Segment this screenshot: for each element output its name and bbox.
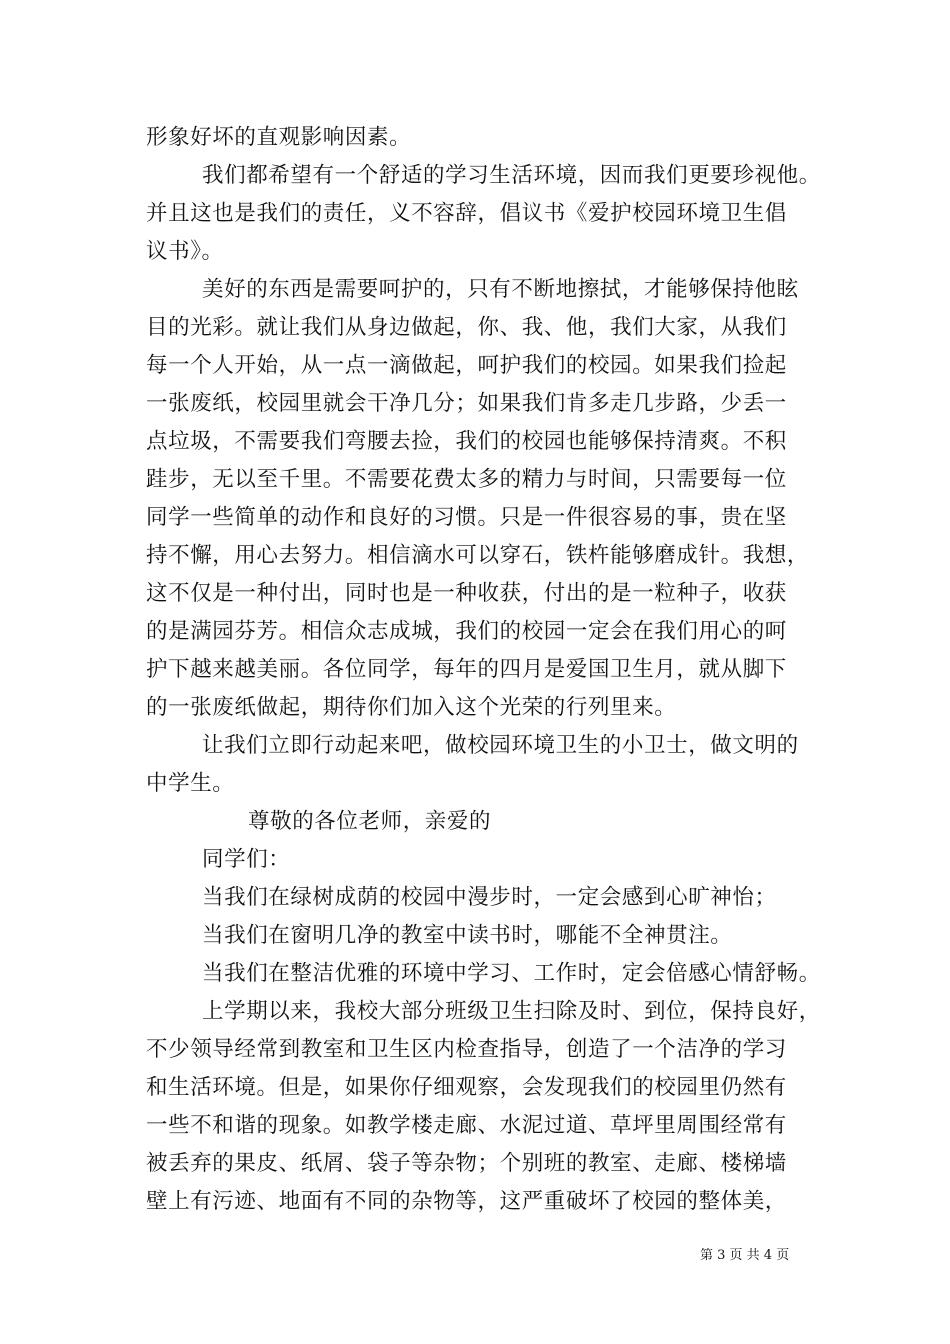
salutation-line: 同学们： [202, 847, 291, 872]
text-line: 跬步，无以至千里。不需要花费太多的精力与时间，只需要每一位 [146, 467, 787, 492]
text-line: 形象好坏的直观影响因素。 [146, 125, 412, 150]
text-line: 这不仅是一种付出，同时也是一种收获，付出的是一粒种子，收获 [146, 581, 787, 606]
text-line: 的是满园芬芳。相信众志成城，我们的校园一定会在我们用心的呵 [146, 619, 787, 644]
text-line: 一些不和谐的现象。如教学楼走廊、水泥过道、草坪里周围经常有 [146, 1113, 787, 1138]
text-line: 当我们在整洁优雅的环境中学习、工作时，定会倍感心情舒畅。 [202, 961, 821, 986]
text-line: 议书》。 [146, 239, 224, 264]
body-text [146, 119, 826, 1221]
text-line: 上学期以来，我校大部分班级卫生扫除及时、到位，保持良好， [202, 999, 821, 1024]
text-line: 护下越来越美丽。各位同学，每年的四月是爱国卫生月，就从脚下 [146, 657, 787, 682]
text-line: 同学一些简单的动作和良好的习惯。只是一件很容易的事，贵在坚 [146, 505, 787, 530]
text-line: 点垃圾，不需要我们弯腰去捡，我们的校园也能够保持清爽。不积 [146, 429, 787, 454]
text-line: 每一个人开始，从一点一滴做起，呵护我们的校园。如果我们捡起 [146, 353, 787, 378]
text-line: 让我们立即行动起来吧，做校园环境卫生的小卫士，做文明的 [202, 733, 799, 758]
text-line: 不少领导经常到教室和卫生区内检查指导，创造了一个洁净的学习 [146, 1037, 787, 1062]
text-line: 当我们在绿树成荫的校园中漫步时，一定会感到心旷神怡； [202, 885, 777, 910]
text-line: 和生活环境。但是，如果你仔细观察，会发现我们的校园里仍然有 [146, 1075, 787, 1100]
text-line: 持不懈，用心去努力。相信滴水可以穿石，铁杵能够磨成针。我想， [146, 543, 810, 568]
text-line: 当我们在窗明几净的教室中读书时，哪能不全神贯注。 [202, 923, 733, 948]
salutation-line: 尊敬的各位老师，亲爱的 [248, 809, 492, 834]
text-line: 并且这也是我们的责任，义不容辞，倡议书《爱护校园环境卫生倡 [146, 201, 787, 226]
text-line: 被丢弃的果皮、纸屑、袋子等杂物；个别班的教室、走廊、楼梯墙 [146, 1151, 787, 1176]
text-line: 壁上有污迹、地面有不同的杂物等，这严重破坏了校园的整体美， [146, 1189, 787, 1214]
text-line: 中学生。 [146, 771, 235, 796]
text-line: 美好的东西是需要呵护的，只有不断地擦拭，才能够保持他眩 [202, 277, 799, 302]
text-line: 我们都希望有一个舒适的学习生活环境，因而我们更要珍视他。 [202, 163, 821, 188]
text-line: 一张废纸，校园里就会干净几分；如果我们肯多走几步路，少丢一 [146, 391, 787, 416]
text-line: 目的光彩。就让我们从身边做起，你、我、他，我们大家，从我们 [146, 315, 787, 340]
text-line: 的一张废纸做起，期待你们加入这个光荣的行列里来。 [146, 695, 677, 720]
page-number: 第 3 页 共 4 页 [700, 1248, 790, 1263]
